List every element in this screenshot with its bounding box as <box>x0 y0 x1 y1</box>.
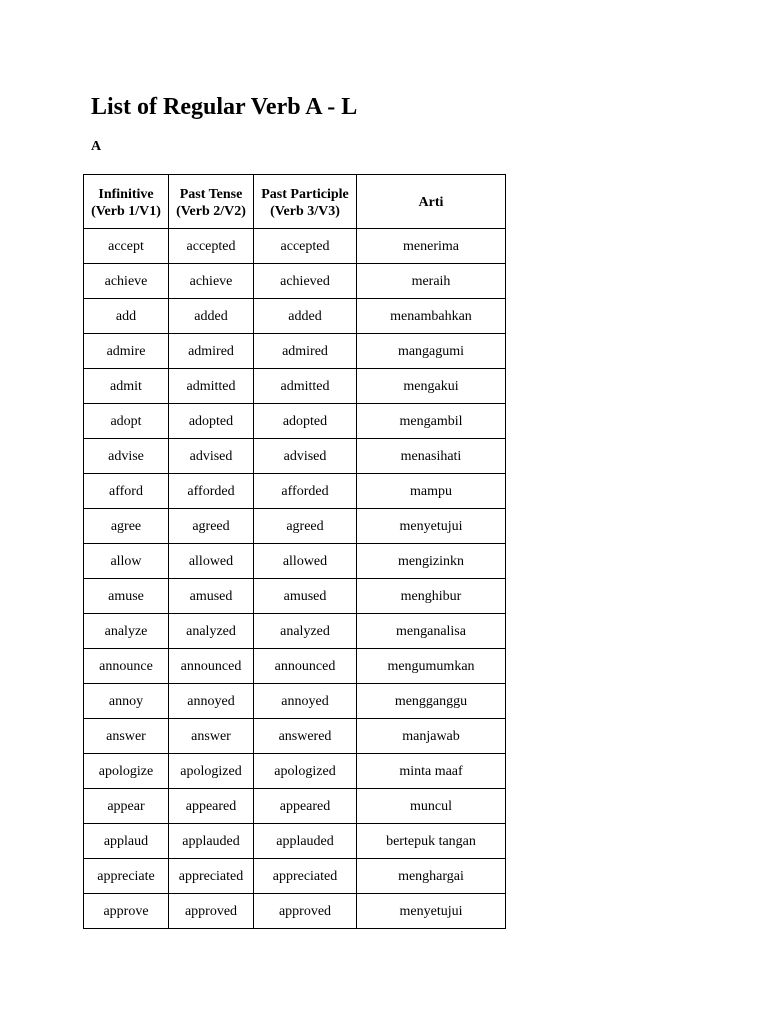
table-row <box>84 264 506 299</box>
cell-arti: mangagumi <box>357 334 506 369</box>
cell-infinitive: accept <box>84 229 169 264</box>
cell-infinitive: admit <box>84 369 169 404</box>
cell-infinitive: approve <box>84 894 169 929</box>
header-line: (Verb 2/V2) <box>176 203 246 219</box>
table-row <box>84 894 506 929</box>
cell-arti: menasihati <box>357 439 506 474</box>
table-header-row <box>84 175 506 229</box>
cell-arti: mengambil <box>357 404 506 439</box>
cell-past-participle: agreed <box>254 509 357 544</box>
table-row <box>84 404 506 439</box>
cell-past-participle: afforded <box>254 474 357 509</box>
cell-past-participle: amused <box>254 579 357 614</box>
cell-past-participle: annoyed <box>254 684 357 719</box>
cell-infinitive: analyze <box>84 614 169 649</box>
cell-infinitive: apologize <box>84 754 169 789</box>
page-title: List of Regular Verb A - L <box>91 94 358 120</box>
cell-past-participle: advised <box>254 439 357 474</box>
table-row <box>84 719 506 754</box>
cell-infinitive: appreciate <box>84 859 169 894</box>
cell-past-tense: appreciated <box>169 859 254 894</box>
cell-past-participle: apologized <box>254 754 357 789</box>
table-body <box>84 229 506 929</box>
cell-past-tense: apologized <box>169 754 254 789</box>
cell-arti: mengakui <box>357 369 506 404</box>
table-row <box>84 369 506 404</box>
cell-past-participle: approved <box>254 894 357 929</box>
table-row <box>84 229 506 264</box>
header-line: (Verb 3/V3) <box>270 203 340 219</box>
cell-arti: mengizinkn <box>357 544 506 579</box>
cell-past-participle: analyzed <box>254 614 357 649</box>
cell-past-participle: accepted <box>254 229 357 264</box>
cell-infinitive: annoy <box>84 684 169 719</box>
cell-infinitive: appear <box>84 789 169 824</box>
cell-past-tense: annoyed <box>169 684 254 719</box>
cell-arti: menyetujui <box>357 894 506 929</box>
cell-past-participle: adopted <box>254 404 357 439</box>
cell-arti: mengumumkan <box>357 649 506 684</box>
cell-infinitive: achieve <box>84 264 169 299</box>
cell-arti: mengganggu <box>357 684 506 719</box>
header-infinitive <box>84 175 169 229</box>
cell-past-participle: admired <box>254 334 357 369</box>
table-row <box>84 754 506 789</box>
table-row <box>84 614 506 649</box>
cell-past-tense: admired <box>169 334 254 369</box>
header-line: Past Participle <box>261 186 349 202</box>
cell-infinitive: admire <box>84 334 169 369</box>
cell-past-tense: achieve <box>169 264 254 299</box>
cell-past-participle: allowed <box>254 544 357 579</box>
regular-verb-table <box>83 174 506 929</box>
section-heading: A <box>91 139 102 154</box>
cell-past-tense: allowed <box>169 544 254 579</box>
cell-arti: menghibur <box>357 579 506 614</box>
cell-past-participle: appeared <box>254 789 357 824</box>
cell-arti: meraih <box>357 264 506 299</box>
table-row <box>84 299 506 334</box>
cell-infinitive: adopt <box>84 404 169 439</box>
cell-arti: menambahkan <box>357 299 506 334</box>
cell-infinitive: amuse <box>84 579 169 614</box>
table-row <box>84 649 506 684</box>
table-row <box>84 824 506 859</box>
cell-past-tense: applauded <box>169 824 254 859</box>
header-line: (Verb 1/V1) <box>91 203 161 219</box>
cell-past-tense: analyzed <box>169 614 254 649</box>
cell-past-tense: appeared <box>169 789 254 824</box>
cell-past-participle: achieved <box>254 264 357 299</box>
header-past-tense <box>169 175 254 229</box>
cell-infinitive: allow <box>84 544 169 579</box>
cell-past-participle: added <box>254 299 357 334</box>
table-row <box>84 859 506 894</box>
cell-past-participle: appreciated <box>254 859 357 894</box>
table-row <box>84 474 506 509</box>
cell-arti: mampu <box>357 474 506 509</box>
header-line: Infinitive <box>98 186 154 202</box>
cell-past-tense: approved <box>169 894 254 929</box>
cell-arti: menerima <box>357 229 506 264</box>
cell-past-participle: answered <box>254 719 357 754</box>
cell-arti: muncul <box>357 789 506 824</box>
table-row <box>84 334 506 369</box>
table-row <box>84 544 506 579</box>
table-row <box>84 439 506 474</box>
cell-past-tense: adopted <box>169 404 254 439</box>
cell-arti: bertepuk tangan <box>357 824 506 859</box>
cell-past-tense: accepted <box>169 229 254 264</box>
cell-infinitive: add <box>84 299 169 334</box>
cell-infinitive: agree <box>84 509 169 544</box>
cell-infinitive: advise <box>84 439 169 474</box>
header-arti <box>357 175 506 229</box>
header-past-participle <box>254 175 357 229</box>
table-row <box>84 579 506 614</box>
cell-past-participle: announced <box>254 649 357 684</box>
cell-arti: menyetujui <box>357 509 506 544</box>
cell-past-tense: advised <box>169 439 254 474</box>
cell-past-tense: announced <box>169 649 254 684</box>
cell-past-tense: agreed <box>169 509 254 544</box>
cell-arti: minta maaf <box>357 754 506 789</box>
table-row <box>84 684 506 719</box>
cell-infinitive: announce <box>84 649 169 684</box>
cell-arti: menghargai <box>357 859 506 894</box>
cell-past-tense: added <box>169 299 254 334</box>
cell-arti: menganalisa <box>357 614 506 649</box>
table-row <box>84 789 506 824</box>
cell-past-tense: admitted <box>169 369 254 404</box>
cell-past-participle: admitted <box>254 369 357 404</box>
cell-past-tense: answer <box>169 719 254 754</box>
cell-infinitive: answer <box>84 719 169 754</box>
header-line: Past Tense <box>179 186 243 202</box>
table-row <box>84 509 506 544</box>
cell-past-tense: amused <box>169 579 254 614</box>
cell-infinitive: applaud <box>84 824 169 859</box>
cell-past-participle: applauded <box>254 824 357 859</box>
cell-past-tense: afforded <box>169 474 254 509</box>
cell-arti: manjawab <box>357 719 506 754</box>
header-line: Arti <box>418 195 444 210</box>
cell-infinitive: afford <box>84 474 169 509</box>
